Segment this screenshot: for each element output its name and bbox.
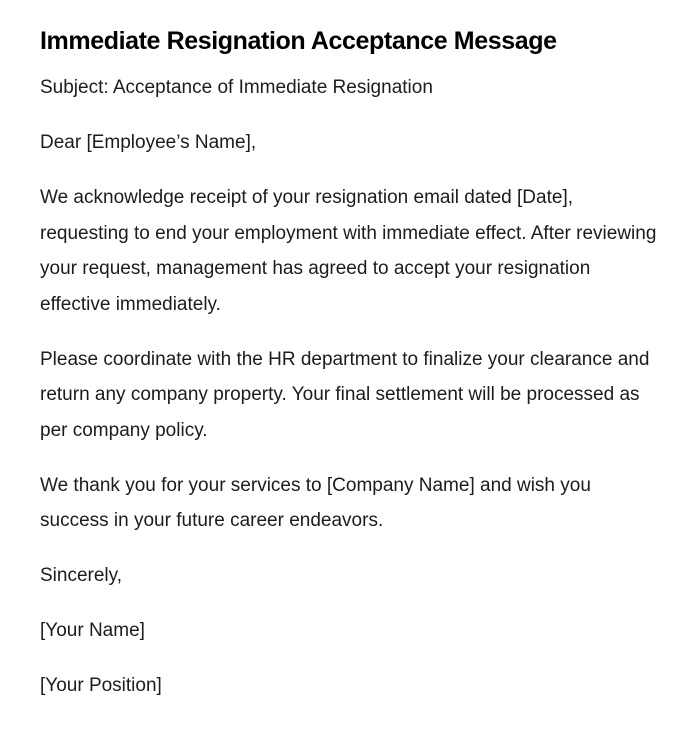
body-paragraph-3: We thank you for your services to [Company Name] and wish you success in your future career endeavors.: [40, 474, 591, 531]
body-paragraph-2: Please coordinate with the HR department to finalize your clearance and return any company property. Your final settlement will be processed as per company policy.: [40, 348, 650, 441]
body-paragraph-1: We acknowledge receipt of your resignation email dated [Date], requesting to end your employment with immediate effect. After reviewing your request, management has agreed to accept your resignation effective immediately.: [40, 187, 657, 315]
subject-line: Subject: Acceptance of Immediate Resignation: [40, 77, 433, 98]
salutation: Dear [Employee’s Name],: [40, 132, 257, 153]
closing: Sincerely,: [40, 565, 123, 586]
signature-position: [Your Position]: [40, 675, 162, 696]
document-title: Immediate Resignation Acceptance Message: [40, 27, 557, 55]
signature-name: [Your Name]: [40, 620, 145, 641]
